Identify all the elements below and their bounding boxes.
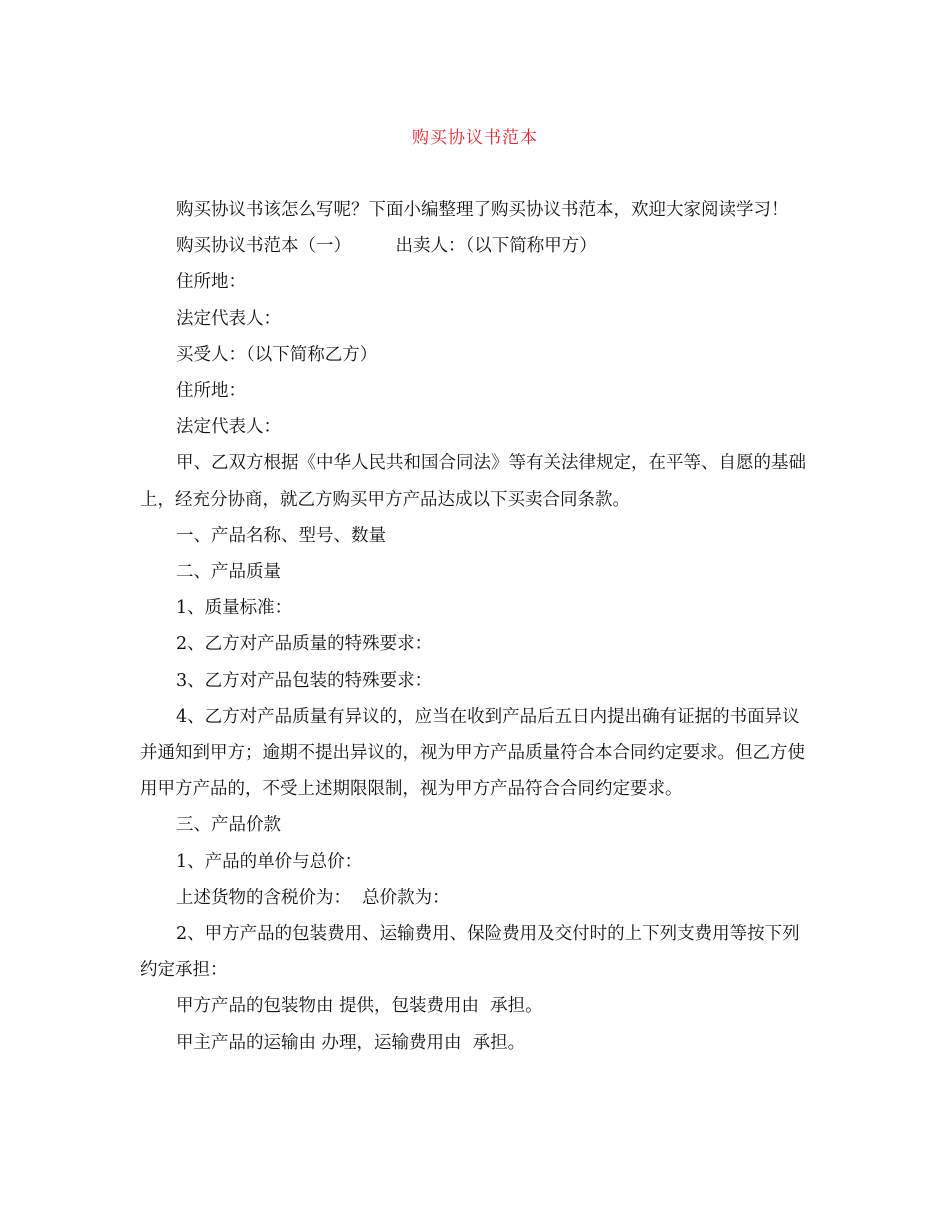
- section-heading-product-quality: 二、产品质量: [176, 562, 281, 583]
- paragraph-buyer-address: 住所地：: [176, 381, 246, 402]
- clause-packaging-requirements: 3、乙方对产品包装的特殊要求：: [176, 670, 433, 691]
- clause-packaging-fee: 甲方产品的包装物由 提供，包装费用由 承担。: [176, 996, 543, 1017]
- clause-transport-fee: 甲主产品的运输由 办理，运输费用由 承担。: [176, 1032, 526, 1053]
- paragraph-sample-heading: 购买协议书范本（一） 出卖人：（以下简称甲方）: [176, 236, 597, 257]
- paragraph-buyer-representative: 法定代表人：: [176, 417, 281, 438]
- paragraph-seller-address: 住所地：: [176, 272, 246, 293]
- document-title: 购买协议书范本: [412, 128, 538, 148]
- paragraph-intro: 购买协议书该怎么写呢？下面小编整理了购买协议书范本，欢迎大家阅读学习！: [176, 200, 789, 220]
- section-heading-product-price: 三、产品价款: [176, 815, 281, 836]
- section-heading-product-name: 一、产品名称、型号、数量: [176, 525, 386, 546]
- paragraph-buyer: 买受人：（以下简称乙方）: [176, 344, 378, 365]
- clause-quality-objection: 4、乙方对产品质量有异议的，应当在收到产品后五日内提出确有证据的书面异议并通知到甲方；逾期不提出异议的，视为甲方产品质量符合本合同约定要求。但乙方使用甲方产品的，不受上述期限限制，视为甲方产品符合合同约定要求。: [140, 706, 805, 800]
- clause-quality-requirements: 2、乙方对产品质量的特殊要求：: [176, 634, 433, 655]
- paragraph-seller-representative: 法定代表人：: [176, 308, 281, 329]
- clause-tax-inclusive-price: 上述货物的含税价为： 总价款为：: [176, 887, 450, 908]
- document-body: [140, 192, 812, 1061]
- paragraph-preamble: 甲、乙双方根据《中华人民共和国合同法》等有关法律规定，在平等、自愿的基础上，经充分协商，就乙方购买甲方产品达成以下买卖合同条款。: [140, 453, 806, 510]
- clause-quality-standard: 1、质量标准：: [176, 598, 293, 619]
- clause-fee-allocation: 2、甲方产品的包装费用、运输费用、保险费用及交付时的上下列支费用等按下列约定承担：: [140, 924, 800, 981]
- clause-unit-total-price: 1、产品的单价与总价：: [176, 851, 363, 872]
